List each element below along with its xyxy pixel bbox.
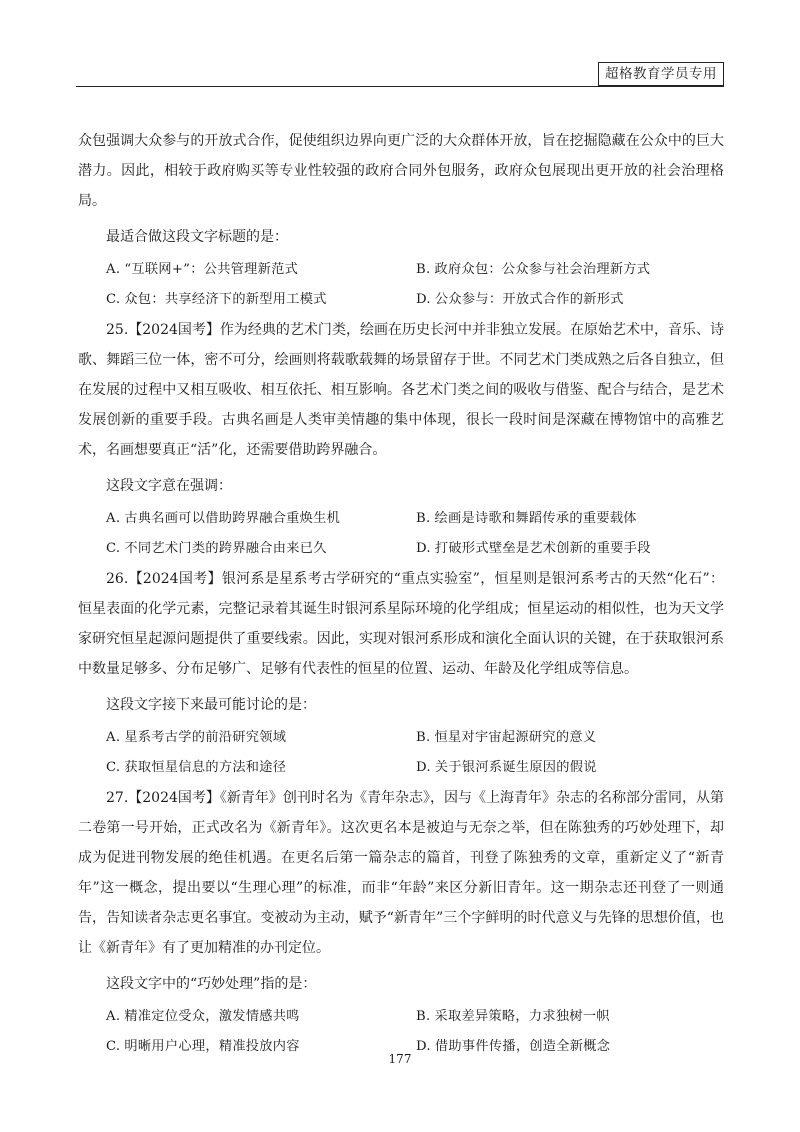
question-passage — [78, 564, 724, 684]
option-b[interactable]: B. 采取差异策略，力求独树一帜 — [416, 1009, 610, 1024]
header-divider — [76, 86, 724, 87]
option-c[interactable]: C. 明晰用户心理，精准投放内容 — [106, 1039, 300, 1054]
question-source-tag: 【2024国考】 — [128, 322, 220, 338]
option-a[interactable]: A. 星系考古学的前沿研究领域 — [106, 730, 287, 745]
question-prompt: 这段文字接下来最可能讨论的是： — [106, 697, 316, 713]
options-grid — [78, 255, 724, 315]
question-25 — [78, 315, 724, 564]
option-b[interactable]: B. 恒星对宇宙起源研究的意义 — [416, 730, 597, 745]
option-b[interactable]: B. 政府众包：公众参与社会治理新方式 — [416, 262, 651, 277]
page-number: 177 — [388, 1052, 412, 1066]
question-number: 25. — [106, 322, 129, 338]
option-d[interactable]: D. 借助事件传播，创造全新概念 — [416, 1039, 611, 1054]
option-d[interactable]: D. 打破形式壁垒是艺术创新的重要手段 — [416, 541, 651, 556]
option-d[interactable]: D. 关于银河系诞生原因的假说 — [416, 760, 597, 775]
page-content — [78, 126, 724, 1062]
option-a[interactable]: A. 精准定位受众，激发情感共鸣 — [106, 1009, 300, 1024]
option-c[interactable]: C. 众包：共享经济下的新型用工模式 — [106, 292, 327, 307]
question-prompt: 这段文字中的“巧妙处理”指的是： — [106, 976, 317, 992]
option-a[interactable]: A. 古典名画可以借助跨界融合重焕生机 — [106, 511, 341, 526]
question-26 — [78, 564, 724, 783]
question-prompt: 这段文字意在强调： — [106, 478, 232, 494]
option-a[interactable]: A. “互联网+”：公共管理新范式 — [106, 262, 299, 277]
question-27 — [78, 783, 724, 1062]
option-c[interactable]: C. 不同艺术门类的跨界融合由来已久 — [106, 541, 327, 556]
passage-text: 作为经典的艺术门类，绘画在历史长河中并非独立发展。在原始艺术中，音乐、诗歌、舞蹈三位一体，密不可分，绘画则将载歌载舞的场景留存于世。不同艺术门类成熟之后各自独立，但在发展的过程中又相互吸收、相互依托、相互影响。各艺术门类之间的吸收与借鉴、配合与结合，是艺术发展创新的重要手段。古典名画是人类审美情趣的集中体现，很长一段时间是深藏在博物馆中的高雅艺术，名画想要真正“活”化，还需要借助跨界融合。 — [78, 322, 724, 458]
question-number: 27. — [106, 790, 129, 806]
question-passage — [78, 315, 724, 465]
question-passage — [78, 783, 724, 963]
options-grid — [78, 723, 724, 783]
passage-text: 众包强调大众参与的开放式合作，促使组织边界向更广泛的大众群体开放，旨在挖掘隐藏在公众中的巨大潜力。因此，相较于政府购买等专业性较强的政府合同外包服务，政府众包展现出更开放的社会治理格局。 — [78, 133, 724, 209]
question-source-tag: 【2024国考】 — [128, 790, 220, 806]
question-prompt: 最适合做这段文字标题的是： — [106, 229, 288, 245]
question-number: 26. — [106, 571, 129, 587]
question-source-tag: 【2024国考】 — [128, 571, 222, 587]
option-d[interactable]: D. 公众参与：开放式合作的新形式 — [416, 292, 624, 307]
question-24-continuation — [78, 126, 724, 315]
passage-text: 银河系是星系考古学研究的“重点实验室”，恒星则是银河系考古的天然“化石”：恒星表面的化学元素，完整记录着其诞生时银河系星际环境的化学组成；恒星运动的相似性，也为天文学家研究恒星起源问题提供了重要线索。因此，实现对银河系形成和演化全面认识的关键，在于获取银河系中数量足够多、分布足够广、足够有代表性的恒星的位置、运动、年龄及化学组成等信息。 — [78, 571, 724, 677]
option-c[interactable]: C. 获取恒星信息的方法和途径 — [106, 760, 287, 775]
header-label-box — [598, 62, 724, 86]
option-b[interactable]: B. 绘画是诗歌和舞蹈传承的重要载体 — [416, 511, 637, 526]
passage-text: 《新青年》创刊时名为《青年杂志》，因与《上海青年》杂志的名称部分雷同，从第二卷第一号开始，正式改名为《新青年》。这次更名本是被迫与无奈之举，但在陈独秀的巧妙处理下，却成为促进刊物发展的绝佳机遇。在更名后第一篇杂志的篇首，刊登了陈独秀的文章，重新定义了“新青年”这一概念，提出要以“生理心理”的标准，而非“年龄”来区分新旧青年。这一期杂志还刊登了一则通告，告知读者杂志更名事宜。变被动为主动，赋予“新青年”三个字鲜明的时代意义与先锋的思想价值，也让《新青年》有了更加精准的办刊定位。 — [78, 790, 724, 956]
header-label: 超格教育学员专用 — [605, 66, 717, 82]
options-grid — [78, 504, 724, 564]
